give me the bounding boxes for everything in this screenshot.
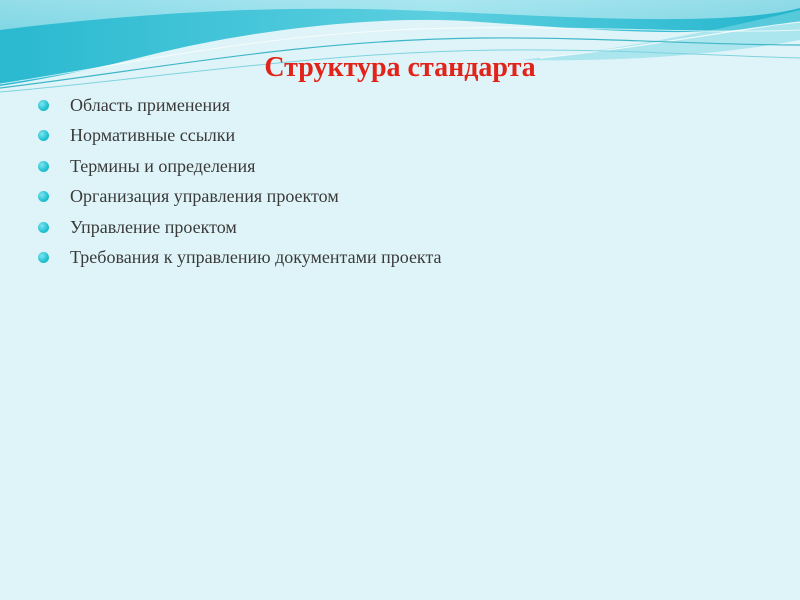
list-item-text: Область применения xyxy=(70,94,231,115)
bullet-icon xyxy=(38,100,49,111)
bullet-icon xyxy=(38,252,49,263)
list-item xyxy=(38,90,442,121)
bullet-icon xyxy=(38,161,49,172)
list-item-text: Требования к управлению документами проекта xyxy=(70,247,442,268)
list-item-text: Управление проектом xyxy=(70,216,237,237)
list-item-text: Термины и определения xyxy=(70,155,256,176)
list-item xyxy=(38,151,442,182)
list-item-text: Нормативные ссылки xyxy=(70,125,236,146)
list-item xyxy=(38,243,442,274)
bullet-icon xyxy=(38,191,49,202)
list-item xyxy=(38,121,442,152)
list-item xyxy=(38,182,442,213)
bullet-icon xyxy=(38,222,49,233)
bullet-icon xyxy=(38,130,49,141)
slide-title: Структура стандарта xyxy=(264,52,536,83)
list-item xyxy=(38,212,442,243)
list-item-text: Организация управления проектом xyxy=(70,186,339,207)
bullet-list xyxy=(38,90,442,273)
